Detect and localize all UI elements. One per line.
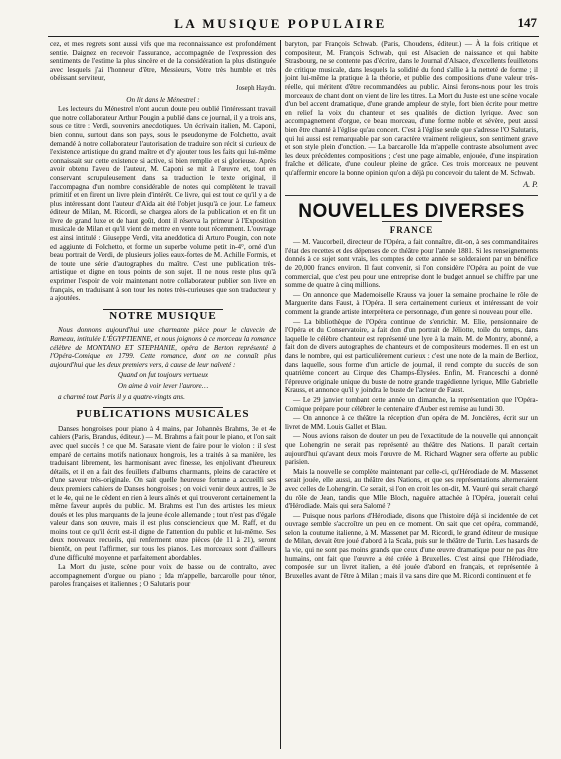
poem-line-2: On aime à voir lever l'aurore… <box>117 381 209 390</box>
brahms-review: Danses hongroises pour piano à 4 mains, par Johannès Brahms, 3e et 4e cahiers (Paris, Brandus, éditeur.) — M. Brahms a fait pour le piano, et l'on sait avec quel succès ! ce que M. Sarasate vient de faire pour le violon : il s'est emparé de certains motifs nationaux hongrois, les a traités à sa manière, les traduisant librement, les harmonisant avec finesse, les enjolivant d'heureux détails, et il en a fait des feuillets d'albums charmants, pleins de caractère et d'une saveur très-originale. On sait quelle heureuse fortune a accueilli ses deux premiers cahiers de Danses hongroises ; on voici venir deux autres, le 3e et le 4e, qui ne le cèdent en rien à leurs aînés et qui trouveront certainement la même faveur auprès du public. M. Brahms est l'un des artistes les mieux doués et les plus marquants de la jeune école allemande ; tout n'est pas d'égale valeur dans son œuvre, mais il est plus consciencieux que M. Raff, et du moins tout ce qu'il écrit est-il digne de l'attention du public et lui-même. Ses deux nouveaux recueils, qui renferment onze pièces (de 11 à 21), seront bientôt, on peut l'affirmer, sur tous les pianos. Les morceaux sont d'ailleurs d'une difficulté moyenne et parfaitement abordables. <box>50 424 276 562</box>
poem-line-1: Quand on fut toujours vertueux <box>117 371 209 380</box>
section-divider <box>285 195 538 196</box>
news-item: — On annonce que Mademoiselle Krauss va jouer la semaine prochaine le rôle de Marguerite dans Faust, à l'Opéra. Il sera certainement curieux et intéressant de voir comment la grande artiste interprètera ce personnage, d'un genre si nouveau pour elle. <box>285 290 538 317</box>
publications-title: PUBLICATIONS MUSICALES <box>76 408 250 421</box>
news-item: — Nous avions raison de douter un peu de l'exactitude de la nouvelle qui annonçait que Lohengrin ne serait pas représenté au théâtre des Nations. Il paraît certain aujourd'hui qu'avant deux mois l'œuvre de M. Richard Wagner sera offerte au public parisien. <box>285 432 538 467</box>
notre-musique-title: NOTRE MUSIQUE <box>109 309 217 322</box>
journal-title: LA MUSIQUE POPULAIRE <box>174 16 387 31</box>
header-rule <box>48 36 539 37</box>
notre-musique-text: Nous donnons aujourd'hui une charmante pièce pour le clavecin de Rameau, intitulée L'ÉGYPTIENNE, et nous joignons à ce morceau la romance célèbre de MONTANO ET STEPHANIE, opéra de Berton représenté à l'Opéra-Comique en 1799. Cette romance, dont on ne connaît plus aujourd'hui que les deux premiers vers, à cause de leur naïveté : <box>50 326 276 369</box>
right-column <box>285 40 538 581</box>
page-header <box>0 0 561 38</box>
news-item: — M. Vaucorbeil, directeur de l'Opéra, a fait connaître, dit-on, à ses commanditaires l'état des recettes et des dépenses de ce théâtre pour l'année 1881. Si les renseignements donnés à ce sujet sont vrais, les comptes de cette année se solderaient par un bénéfice de 20,000 francs environ. Il faut convenir, si l'on considère l'Opéra au point de vue commercial, que c'est peu pour une entreprise dont le budget annuel se chiffre par une somme de quatre à cinq millions. <box>285 238 538 290</box>
haydn-signature: Joseph Haydn. <box>235 84 276 92</box>
news-item: — Le 29 janvier tombant cette année un dimanche, la représentation que l'Opéra-Comique prépare pour célébrer le centenaire d'Auber est remise au lundi 30. <box>285 395 538 413</box>
news-item: — Puisque nous parlons d'Hérodiade, disons que l'histoire déjà si incidentée de cet ouvrage semble s'accroître un peu en ce moment. On sait que cet opéra, commandé, selon la coutume italienne, à M. Massenet par M. Ricordi, le grand éditeur de musique de Milan, devait être joué d'abord à la Scala, puis sur le théâtre de Turin. Les hasards de la vie, qui ne sont pas moins grands que ceux d'une œuvre dramatique pour ne pas être humains, ont fait que l'œuvre a été créée à Bruxelles. C'est ainsi que l'Hérodiade, composée sur un livret italien, a été jouée d'abord en français, et représentée à Bruxelles avant de l'être à Milan ; mais il va sans dire que M. Ricordi continuent et fe <box>285 511 538 580</box>
haydn-letter-end: cez, et mes regrets sont aussi vifs que ma reconnaissance est profondément sentie. Daignez en recevoir l'assurance, accompagnée de l'expression des sentiments de l'estime la plus sincère et de la considération la plus distinguée avec lesquels j'ai l'honneur d'être, Messieurs, Votre très humble et très obéissant serviteur, <box>50 40 276 83</box>
column-divider <box>280 40 281 749</box>
left-column <box>50 40 276 590</box>
page-number: 147 <box>517 15 537 30</box>
author-initials: A. P. <box>523 179 538 189</box>
notre-musique-heading <box>50 309 276 321</box>
france-subheading: FRANCE <box>389 224 434 235</box>
schwab-review-end: baryton, par François Schwab. (Paris, Choudens, éditeur.) — À la fois critique et compositeur, M. François Schwab, qui est Alsacien de naissance et qui habite Strasbourg, ne se contente pas d'écrire, dans le Journal d'Alsace, d'excellents feuilletons de critique musicale, dans lesquels la solidité du fond s'allie à la netteté de forme ; il joint lui-même la pratique à la théorie, et publie des compositions d'une valeur très-réelle, qui méritent d'être recommandées au public. Ainsi ferons-nous pour les trois morceaux de chant dont on vient de lire les titres. La Mort du Juste est une scène vocale d'un bel accent dramatique, d'une grande ampleur de style, fort bien écrite pour mettre en relief la voix du chanteur et ses qualités de diction lyrique. Avec son accompagnement d'orgue, ce beau morceau, d'une forme noble et sévère, peut aussi bien être chanté à l'église qu'au concert. C'est à l'église seule que s'adresse l'O Salutaris, qui lui aussi est remarquable par son caractère vraiment religieux, son sentiment grave et son style plein d'onction. — La barcarolle Ida m'appelle contraste absolument avec les deux précédentes compositions ; c'est une page aimable, enjouée, d'une inspiration fraîche et délicate, d'une couleur pleine de grâce. Ces trois morceaux ne peuvent qu'affermir encore la bonne opinion qu'on a déjà pu concevoir du talent de M. Schwab. <box>285 40 538 177</box>
news-item: Mais la nouvelle se complète maintenant par celle-ci, qu'Hérodiade de M. Massenet serait jouée, elle aussi, au théâtre des Nations, et que ses représentations alterneraient avec celles de Lohengrin. Ce serait, si l'on en croit les on-dit, M. Vauré qui serait chargé du rôle de Jean, tandis que Mlle Bloch, naguère attachée à l'Opéra, jouerait celui d'Hérodiade. Mais qui sera Salomé ? <box>285 467 538 511</box>
news-item: — La bibliothèque de l'Opéra continue de s'enrichir. M. Elie, pensionnaire de l'Opéra et du Conservatoire, a fait don d'un portrait de Jéliotte, toile du temps, dans laquelle le célèbre chanteur est représenté une lyre à la main. M. de Montry, abonné, a fait don de divers autographes de chanteurs et de compositeurs modernes. Il en est un dans le nombre, qui est particulièrement curieux : c'est une note de la main de Berlioz, dans laquelle, sous forme d'un article de journal, il rend compte du succès de son quatrième concert au Cirque des Champs-Élysées. Enfin, M. Franceschi a donné l'épreuve originale unique du buste de notre grande tragédienne lyrique, Mlle Gabrielle Krauss, et annonce qu'il y joindra le buste de l'acteur de Faust. <box>285 317 538 395</box>
nouvelles-diverses-heading: NOUVELLES DIVERSES <box>298 201 525 223</box>
schwab-review-start: La Mort du juste, scène pour voix de basse ou de contralto, avec accompagnement d'orgue ou piano ; Ida m'appelle, barcarolle pour ténor, paroles françaises et italiennes ; O Salutaris pour <box>50 563 276 589</box>
publications-heading <box>50 407 276 419</box>
notre-musique-end: a charmé tout Paris il y a quatre-vingts ans. <box>58 392 185 401</box>
verdi-article: Les lecteurs du Ménestrel n'ont aucun doute peu oublié l'intéressant travail que notre collaborateur Arthur Pougin a publié dans ce journal, il y a trois ans, sous ce titre : Verdi, souvenirs anecdotiques. Un écrivain italien, M. Caponi, bien connu, surtout dans son pays, sous le pseudonyme de Folchetto, avait demandé à notre collaborateur l'autorisation de traduire son récit si curieux de l'existence artistique du grand maître et d'y ajouter tous les faits qui lui-même connaissait sur cette existence si active, si bien remplie et si glorieuse. Après avoir obtenu l'aveu de l'auteur, M. Caponi se mit à l'œuvre et, tout en conservant scrupuleusement dans sa traduction le texte original, il l'accompagna d'un nombre considérable de notes qui complètent le travail primitif et en firent un livre plein d'intérêt. Ce livre, qui est tout ce qu'il y a de plus intéressant dont l'auteur d'Aïda ait été l'objet jusqu'à ce jour. Le fameux éditeur de Milan, M. Ricordi, se chargea alors de la publication et en fit un livre de grand luxe et de haut goût, dont il réserva la primeur à l'Exposition musicale de Milan et qu'il vient de mettre en vente tout récemment. L'ouvrage est ainsi intitulé : Giuseppe Verdi, vita aneddotica di Arturo Pougin, con note ed aggiunte di Folchetto, et forme un superbe volume petit in-4°, orné d'un beau portrait de Verdi, de plusieurs jolies eaux-fortes de M. Achille Formis, et de toute une série d'autographes du maître. C'est une publication très-artistique et digne en tous points de son sujet. Il ne nous reste plus qu'à exprimer l'espoir de voir maintenant notre collaborateur publier son livre en français, en traduisant à son tour les notes très-curieuses que son traducteur y a ajoutées. <box>50 105 276 303</box>
menestrel-intro: On lit dans le Ménestrel : <box>126 95 200 104</box>
news-item: — On annonce à ce théâtre la réception d'un opéra de M. Joncières, écrit sur un livret de MM. Louis Gallet et Blau. <box>285 414 538 431</box>
